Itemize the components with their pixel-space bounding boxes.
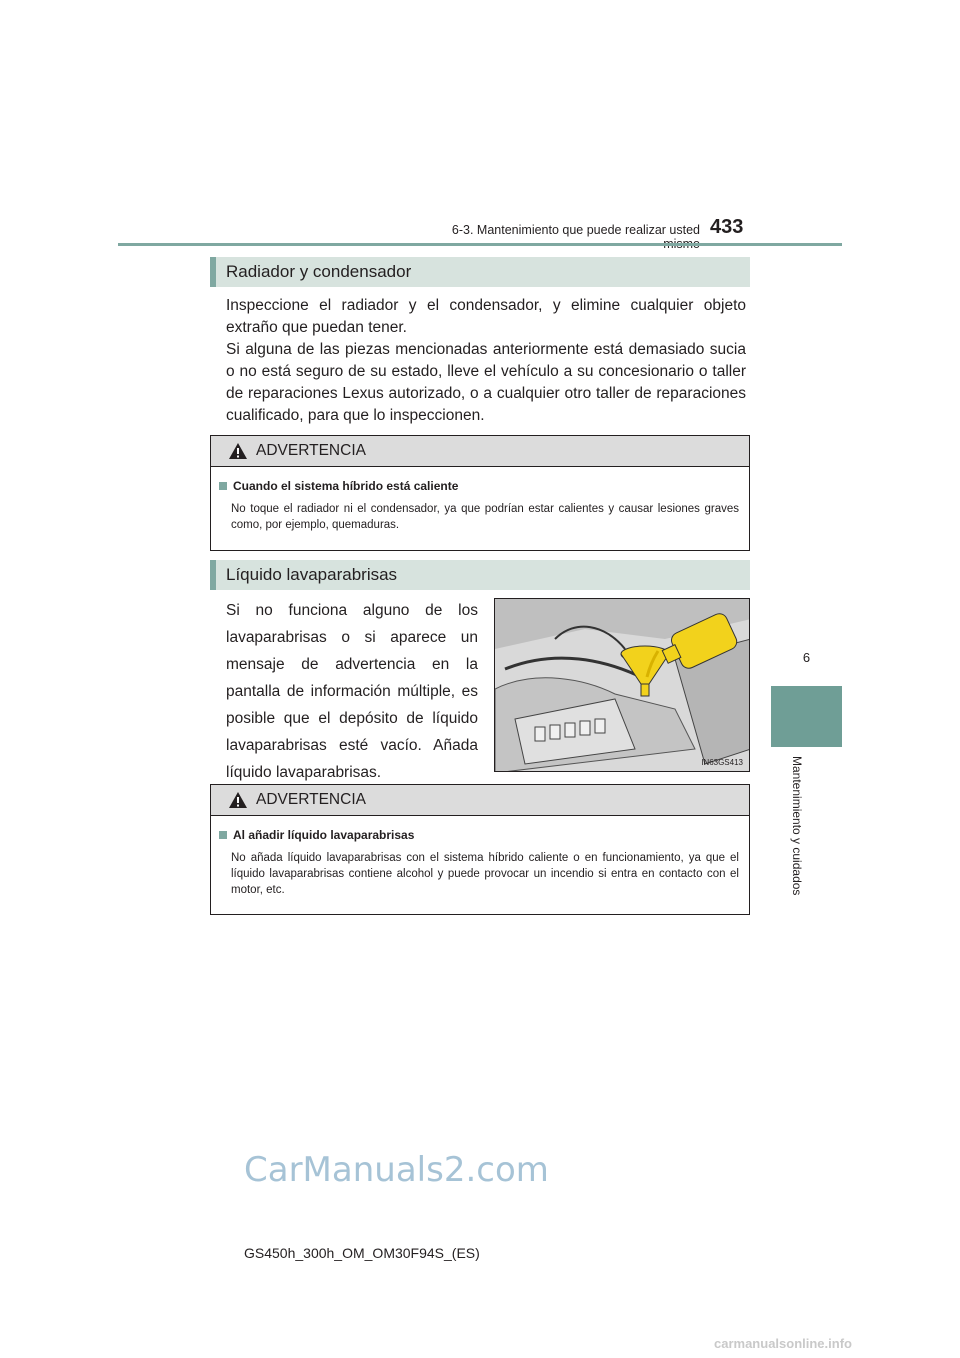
section-heading-text: Líquido lavaparabrisas <box>226 565 398 584</box>
section-heading-liquido <box>210 560 750 590</box>
washer-fluid-illustration <box>494 598 750 772</box>
warning-title: ADVERTENCIA <box>256 791 366 808</box>
chapter-title-vertical: Mantenimiento y cuidados <box>790 756 804 896</box>
page-number: 433 <box>710 216 744 238</box>
header-rule <box>118 243 842 246</box>
chapter-number: 6 <box>802 650 811 665</box>
watermark-online: carmanualsonline.info <box>714 1336 852 1351</box>
warning-box-washer-fluid <box>210 784 750 915</box>
section2-body <box>226 597 478 786</box>
section-heading-text: Radiador y condensador <box>226 262 412 281</box>
section1-body <box>226 295 746 427</box>
warning-body <box>211 467 749 543</box>
running-header-section: 6-3. Mantenimiento que puede realizar usted <box>451 223 700 237</box>
warning-header <box>211 436 749 467</box>
warning-title: ADVERTENCIA <box>256 442 366 459</box>
paragraph: Si no funciona alguno de los lavaparabrisas o si aparece un mensaje de advertencia en la pantalla de información múltiple, es posible que el depósito de líquido lavaparabrisas esté vacío. Añada líquido lavaparabrisas. <box>226 602 478 781</box>
warning-subtitle <box>219 828 739 842</box>
chapter-tab <box>771 686 842 747</box>
warning-text: No añada líquido lavaparabrisas con el sistema híbrido caliente o en funcionamiento, ya que el líquido lavaparabrisas contiene alcohol y puede provocar un incendio si entra en contacto con el motor, etc. <box>231 852 739 896</box>
warning-triangle-icon <box>228 442 248 460</box>
paragraph: Inspeccione el radiador y el condensador, y elimine cualquier objeto extraño que puedan tener. <box>226 297 746 336</box>
paragraph: Si alguna de las piezas mencionadas anteriormente está demasiado sucia o no está seguro de su estado, lleve el vehículo a su concesionario o taller de reparaciones Lexus autorizado, o a cualquier otro taller de reparaciones cualificado, para que lo inspeccionen. <box>226 341 746 424</box>
warning-box-radiator <box>210 435 750 551</box>
square-bullet-icon <box>219 831 227 839</box>
watermark-carmanuals: CarManuals2.com <box>244 1150 549 1190</box>
warning-triangle-icon <box>228 791 248 809</box>
engine-bay-drawing <box>495 599 750 772</box>
square-bullet-icon <box>219 482 227 490</box>
section-heading-radiador <box>210 257 750 287</box>
manual-code: GS450h_300h_OM_OM30F94S_(ES) <box>244 1245 480 1261</box>
warning-text: No toque el radiador ni el condensador, ya que podrían estar calientes y causar lesiones graves como, por ejemplo, quemaduras. <box>231 503 739 531</box>
warning-subtitle <box>219 479 739 493</box>
warning-subtitle-text: Cuando el sistema híbrido está caliente <box>233 479 459 493</box>
warning-subtitle-text: Al añadir líquido lavaparabrisas <box>233 828 415 842</box>
warning-body <box>211 816 749 908</box>
warning-header <box>211 785 749 816</box>
illustration-code: IN63GS413 <box>701 758 743 767</box>
